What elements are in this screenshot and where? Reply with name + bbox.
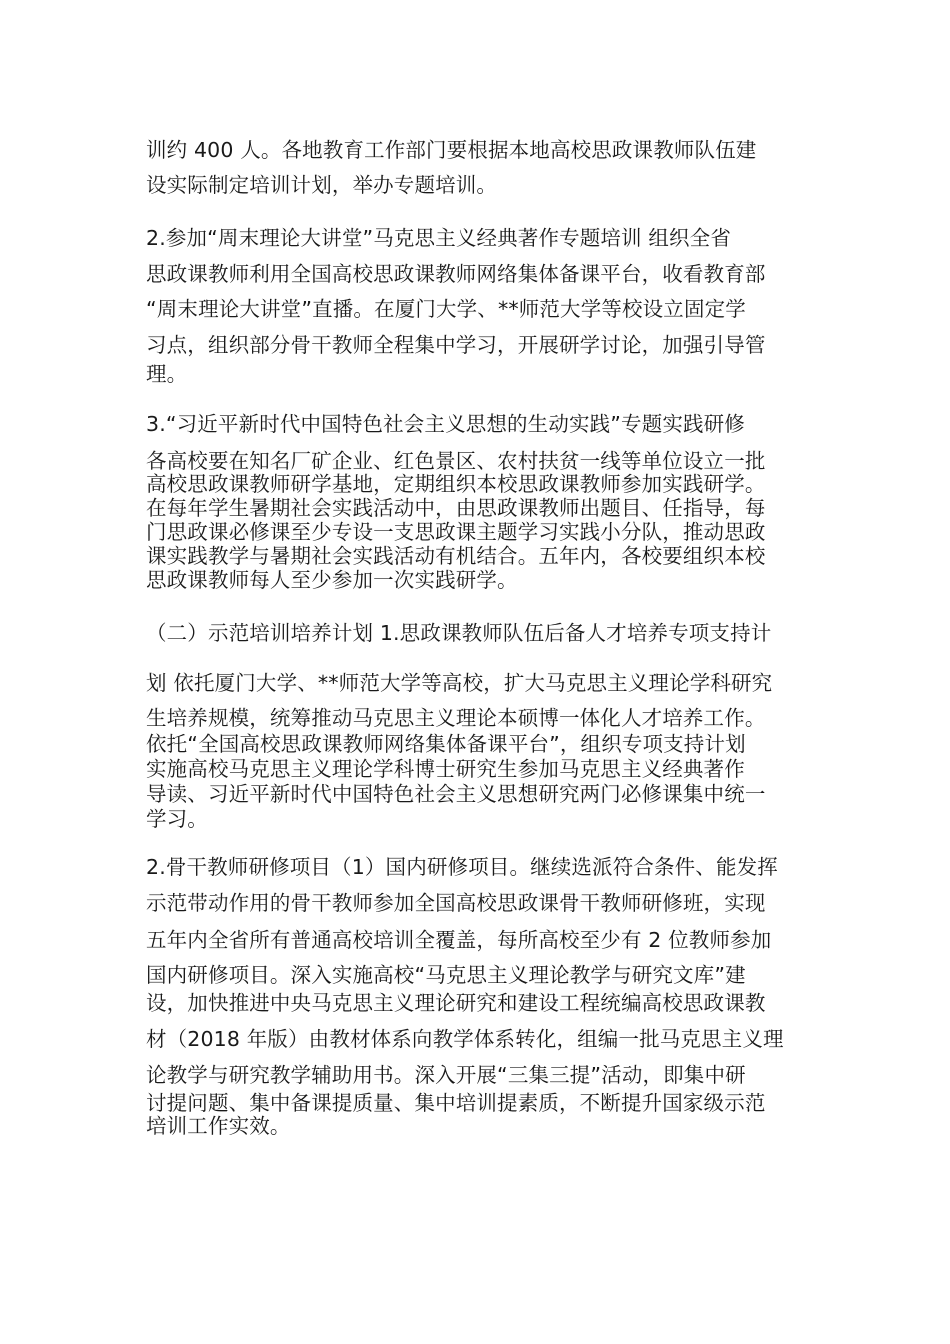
text-line: 划 依托厦门大学、**师范大学等高校，扩大马克思主义理论学科研究 (146, 671, 773, 695)
text-line: 各高校要在知名厂矿企业、红色景区、农村扶贫一线等单位设立一批 (146, 449, 766, 473)
text-line: 训约 400 人。各地教育工作部门要根据本地高校思政课教师队伍建 (146, 138, 757, 162)
text-line: 门思政课必修课至少专设一支思政课主题学习实践小分队，推动思政 (146, 520, 766, 544)
text-line: （二）示范培训培养计划 1.思政课教师队伍后备人才培养专项支持计 (146, 621, 772, 645)
text-line: 思政课教师利用全国高校思政课教师网络集体备课平台，收看教育部 (146, 262, 766, 286)
text-line: 设，加快推进中央马克思主义理论研究和建设工程统编高校思政课教 (146, 991, 766, 1015)
text-line: “周末理论大讲堂”直播。在厦门大学、**师范大学等校设立固定学 (146, 297, 746, 321)
text-line: 2.骨干教师研修项目（1）国内研修项目。继续选派符合条件、能发挥 (146, 855, 778, 879)
text-line: 课实践教学与暑期社会实践活动有机结合。五年内，各校要组织本校 (146, 544, 766, 568)
text-line: 论教学与研究教学辅助用书。深入开展“三集三提”活动，即集中研 (146, 1063, 746, 1087)
text-line: 设实际制定培训计划，举办专题培训。 (146, 173, 498, 197)
text-line: 2.参加“周末理论大讲堂”马克思主义经典著作专题培训 组织全省 (146, 226, 731, 250)
text-line: 示范带动作用的骨干教师参加全国高校思政课骨干教师研修班，实现 (146, 891, 766, 915)
text-line: 实施高校马克思主义理论学科博士研究生参加马克思主义经典著作 (146, 757, 745, 781)
text-line: 在每年学生暑期社会实践活动中，由思政课教师出题目、任指导，每 (146, 496, 766, 520)
text-line: 习点，组织部分骨干教师全程集中学习，开展研学讨论，加强引导管 (146, 333, 766, 357)
text-line: 培训工作实效。 (146, 1114, 291, 1138)
text-line: 材（2018 年版）由教材体系向教学体系转化，组编一批马克思主义理 (146, 1027, 784, 1051)
text-line: 学习。 (146, 807, 208, 831)
text-line: 讨提问题、集中备课提质量、集中培训提素质，不断提升国家级示范 (146, 1091, 766, 1115)
text-line: 国内研修项目。深入实施高校“马克思主义理论教学与研究文库”建 (146, 963, 746, 987)
text-line: 依托“全国高校思政课教师网络集体备课平台”，组织专项支持计划 (146, 732, 746, 756)
text-line: 生培养规模，统筹推动马克思主义理论本硕博一体化人才培养工作。 (146, 706, 766, 730)
text-line: 理。 (146, 362, 188, 386)
text-line: 高校思政课教师研学基地，定期组织本校思政课教师参加实践研学。 (146, 472, 766, 496)
text-line: 导读、习近平新时代中国特色社会主义思想研究两门必修课集中统一 (146, 782, 766, 806)
text-line: 思政课教师每人至少参加一次实践研学。 (146, 568, 518, 592)
text-line: 五年内全省所有普通高校培训全覆盖，每所高校至少有 2 位教师参加 (146, 928, 772, 952)
text-line: 3.“习近平新时代中国特色社会主义思想的生动实践”专题实践研修 (146, 412, 745, 436)
